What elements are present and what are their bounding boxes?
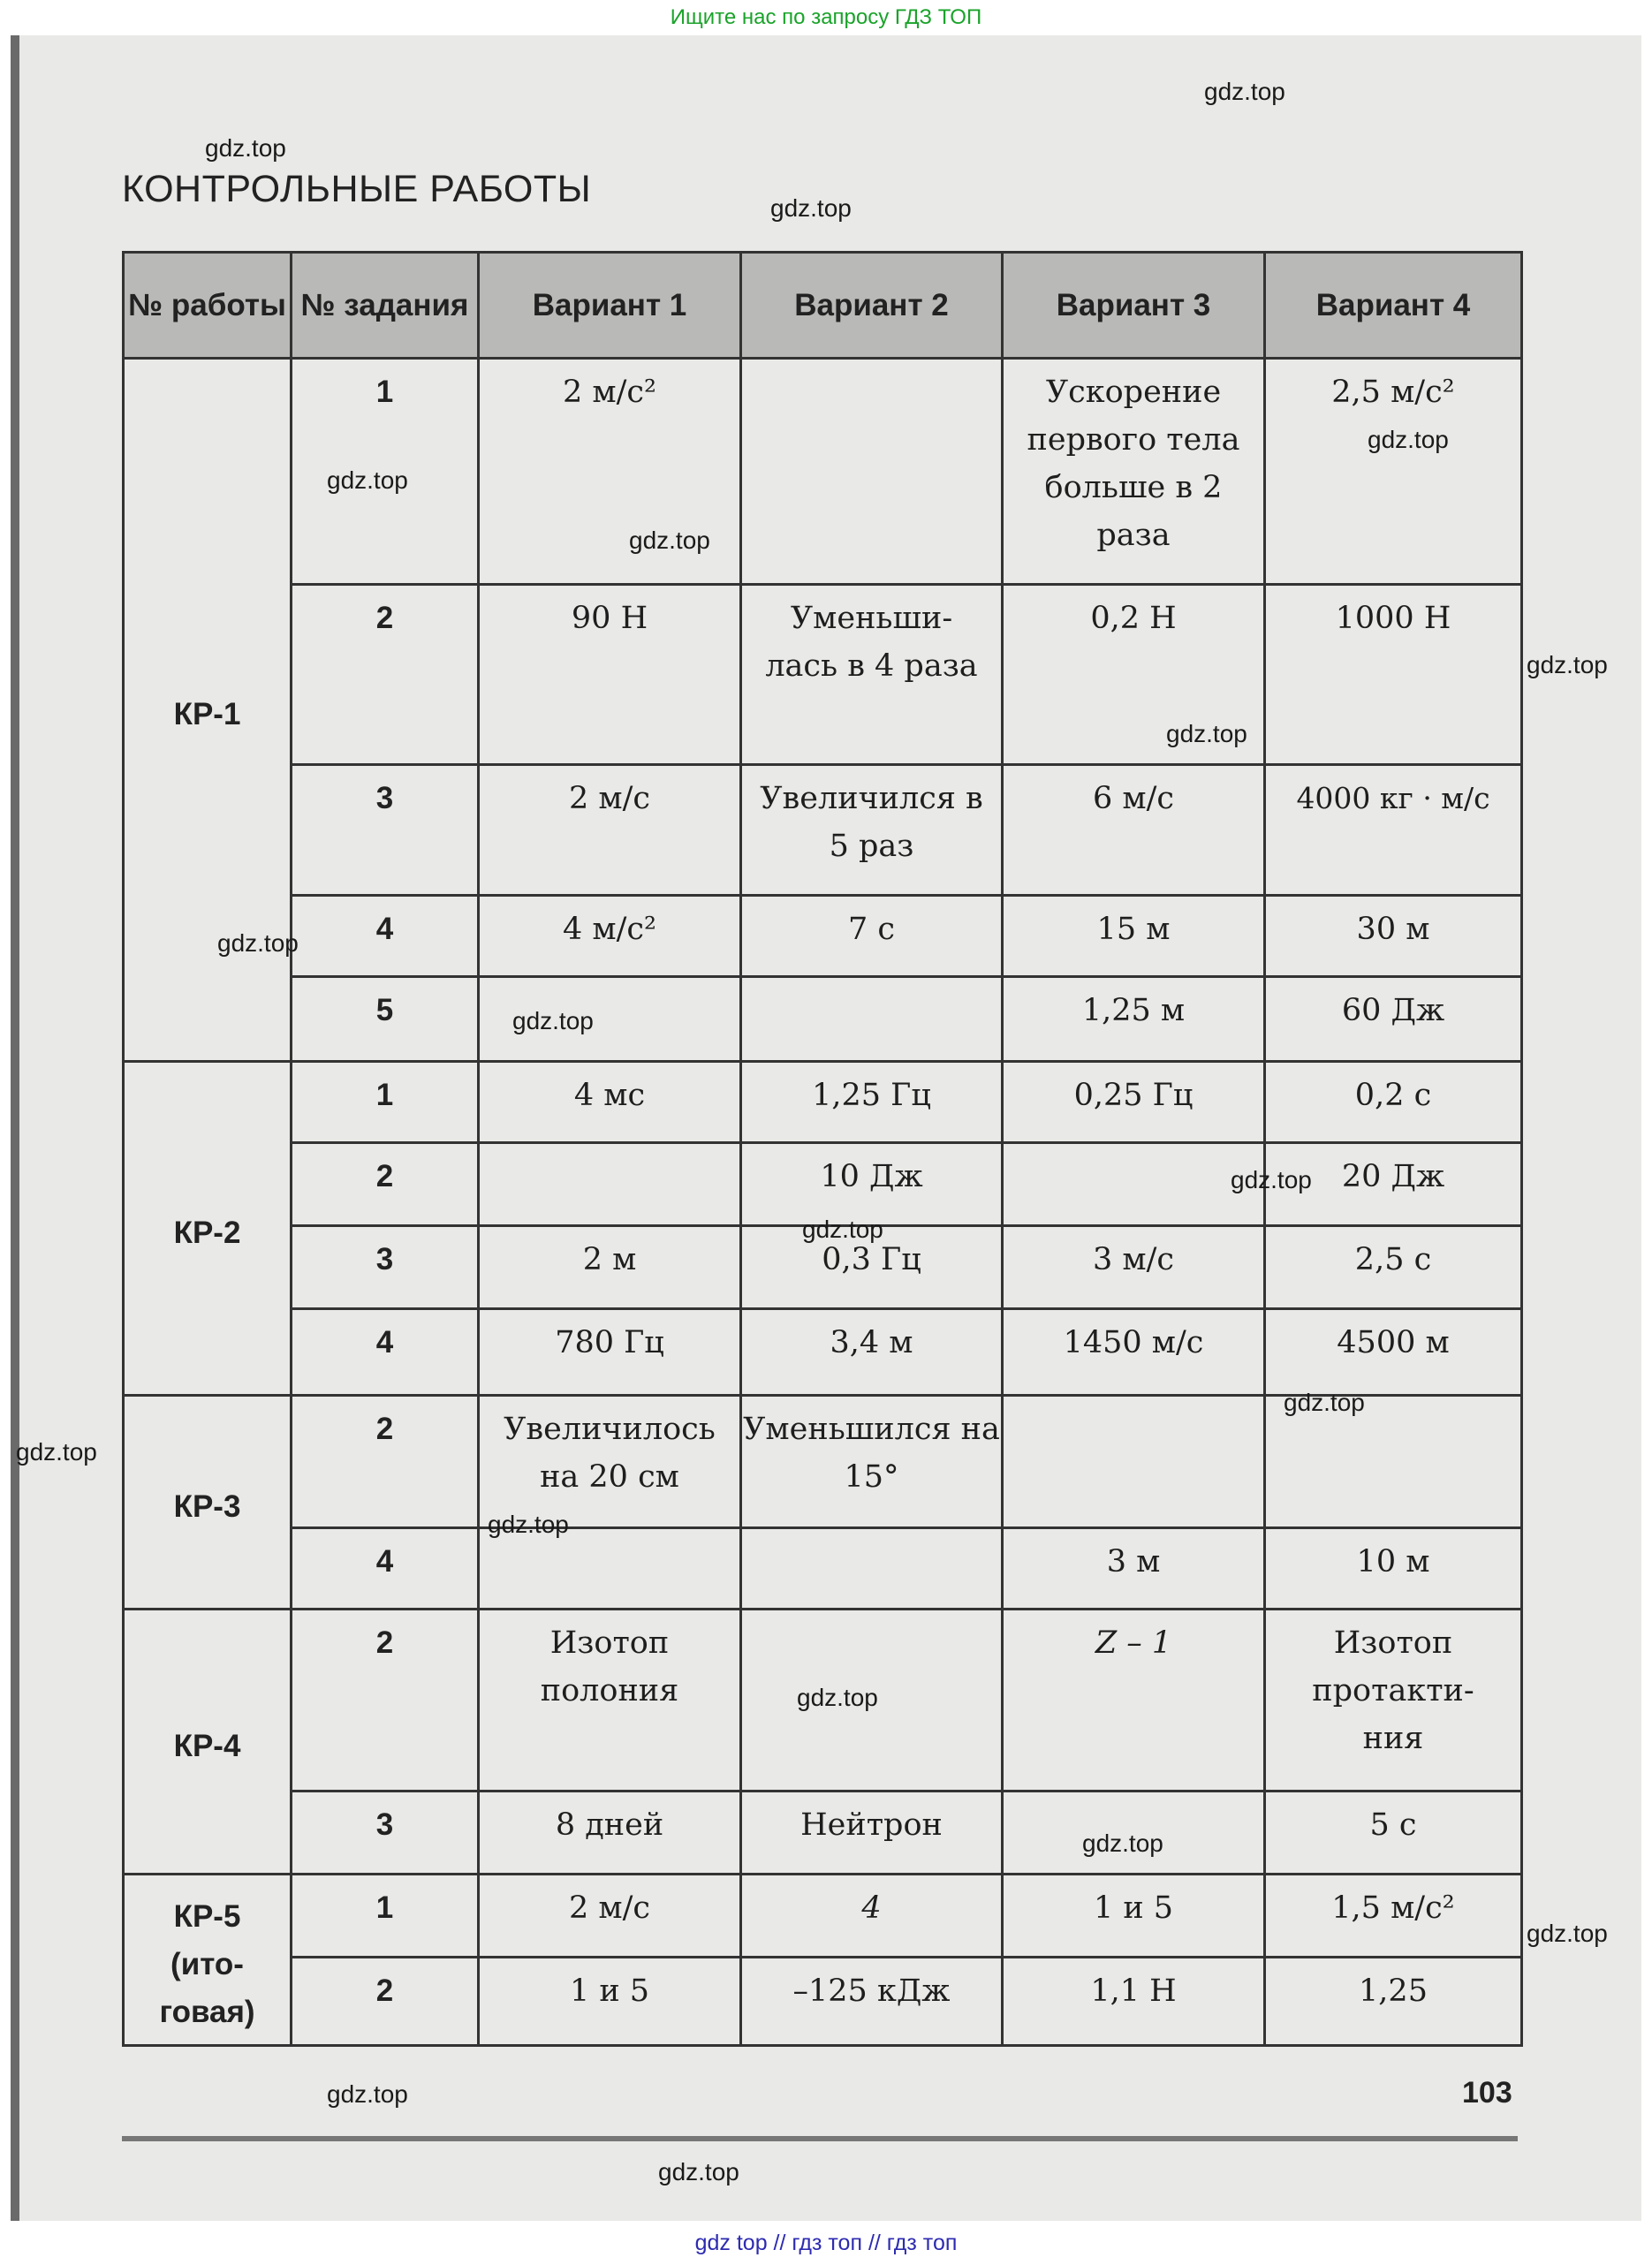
answer-cell: 3,4 м — [741, 1309, 1003, 1396]
answer-cell: Уменьшился на 15° — [741, 1396, 1003, 1528]
answer-cell: 20 Дж — [1265, 1143, 1522, 1226]
watermark: gdz.top — [1082, 1829, 1163, 1857]
watermark: gdz.top — [1231, 1166, 1312, 1193]
answer-cell: 0,25 Гц — [1003, 1062, 1265, 1143]
task-number: 2 — [292, 1143, 479, 1226]
header-work-number: № работы — [124, 253, 292, 359]
watermark: gdz.top — [1284, 1389, 1365, 1416]
table-header-row — [124, 253, 1522, 359]
answer-cell: 2 м/с — [479, 765, 741, 896]
answer-cell: 30 м — [1265, 896, 1522, 977]
answers-table — [122, 251, 1523, 2047]
answer-cell: Нейтрон — [741, 1792, 1003, 1875]
watermark: gdz.top — [488, 1511, 569, 1538]
answer-cell: 4500 м — [1265, 1309, 1522, 1396]
table-row — [124, 977, 1522, 1062]
table-row — [124, 1309, 1522, 1396]
answer-cell: 1450 м/с — [1003, 1309, 1265, 1396]
watermark: gdz.top — [629, 526, 710, 554]
watermark: gdz.top — [512, 1007, 594, 1034]
watermark: gdz.top — [1368, 426, 1449, 453]
answer-cell: 7 с — [741, 896, 1003, 977]
answer-cell: 10 м — [1265, 1528, 1522, 1610]
answer-cell: 1,25 — [1265, 1958, 1522, 2046]
answer-cell: 0,3 Гц — [741, 1226, 1003, 1309]
answer-cell: 780 Гц — [479, 1309, 741, 1396]
answer-cell: 10 Дж — [741, 1143, 1003, 1226]
answer-cell — [741, 977, 1003, 1062]
answer-cell: 2 м/с — [479, 1875, 741, 1958]
watermark: gdz.top — [1527, 1920, 1608, 1947]
watermark: gdz.top — [802, 1216, 883, 1243]
task-number: 4 — [292, 1309, 479, 1396]
answer-cell: Z – 1 — [1003, 1610, 1265, 1792]
header-task-number: № задания — [292, 253, 479, 359]
answer-cell: Ускорение первого тела больше в 2 раза — [1003, 359, 1265, 585]
answer-cell — [1003, 1396, 1265, 1528]
table-row — [124, 1143, 1522, 1226]
answer-cell: 60 Дж — [1265, 977, 1522, 1062]
work-name-kr2: КР-2 — [124, 1062, 292, 1396]
watermark: gdz.top — [16, 1438, 97, 1466]
answer-cell: 2,5 м/с² — [1265, 359, 1522, 585]
table-row — [124, 1875, 1522, 1958]
watermark: gdz.top — [658, 2158, 739, 2185]
answer-cell: 1,25 Гц — [741, 1062, 1003, 1143]
task-number: 4 — [292, 896, 479, 977]
header-variant-2: Вариант 2 — [741, 253, 1003, 359]
task-number: 3 — [292, 1792, 479, 1875]
work-name-kr1: КР-1 — [124, 359, 292, 1062]
answer-cell: 90 Н — [479, 585, 741, 765]
task-number: 3 — [292, 1226, 479, 1309]
watermark: gdz.top — [1527, 651, 1608, 678]
answer-cell — [479, 1143, 741, 1226]
watermark: gdz.top — [1166, 720, 1247, 747]
answer-cell: 2 м — [479, 1226, 741, 1309]
answer-cell — [741, 359, 1003, 585]
answer-cell: 1 и 5 — [479, 1958, 741, 2046]
table-row — [124, 765, 1522, 896]
watermark: gdz.top — [1204, 78, 1285, 105]
watermark: gdz.top — [205, 134, 286, 162]
page-title: КОНТРОЛЬНЫЕ РАБОТЫ — [122, 168, 592, 210]
answer-cell: 15 м — [1003, 896, 1265, 977]
answer-cell: 0,2 с — [1265, 1062, 1522, 1143]
work-name-kr3: КР-3 — [124, 1396, 292, 1610]
answer-cell — [479, 1528, 741, 1610]
table-row — [124, 1062, 1522, 1143]
answer-cell: Изотоп протакти-ния — [1265, 1610, 1522, 1792]
watermark: gdz.top — [327, 466, 408, 494]
answer-cell — [741, 1528, 1003, 1610]
task-number: 2 — [292, 1396, 479, 1528]
answer-cell: 4 м/с² — [479, 896, 741, 977]
top-banner[interactable]: Ищите нас по запросу ГДЗ ТОП — [670, 5, 982, 29]
answer-cell: Увеличился в 5 раз — [741, 765, 1003, 896]
answer-cell: 4 мс — [479, 1062, 741, 1143]
table-row — [124, 585, 1522, 765]
answer-cell: Увеличилось на 20 см — [479, 1396, 741, 1528]
answer-cell: 1000 Н — [1265, 585, 1522, 765]
task-number: 4 — [292, 1528, 479, 1610]
task-number: 3 — [292, 765, 479, 896]
answer-cell — [1003, 1143, 1265, 1226]
task-number: 2 — [292, 1958, 479, 2046]
task-number: 1 — [292, 1875, 479, 1958]
answer-cell: Уменьши-лась в 4 раза — [741, 585, 1003, 765]
task-number: 1 — [292, 1062, 479, 1143]
footer-rule — [122, 2136, 1518, 2141]
watermark: gdz.top — [327, 2080, 408, 2108]
table-row — [124, 1792, 1522, 1875]
watermark: gdz.top — [217, 929, 299, 957]
header-variant-3: Вариант 3 — [1003, 253, 1265, 359]
answer-cell: 1,5 м/с² — [1265, 1875, 1522, 1958]
task-number: 2 — [292, 1610, 479, 1792]
answer-cell: 8 дней — [479, 1792, 741, 1875]
answer-cell: 2,5 с — [1265, 1226, 1522, 1309]
table-row — [124, 1958, 1522, 2046]
watermark: gdz.top — [770, 194, 852, 222]
answer-cell: 3 м/с — [1003, 1226, 1265, 1309]
header-variant-1: Вариант 1 — [479, 253, 741, 359]
answer-cell: 4 — [741, 1875, 1003, 1958]
task-number: 2 — [292, 585, 479, 765]
work-name-kr4: КР-4 — [124, 1610, 292, 1875]
table-row — [124, 1528, 1522, 1610]
table-row — [124, 896, 1522, 977]
answer-cell: Изотоп полония — [479, 1610, 741, 1792]
watermark: gdz.top — [797, 1684, 878, 1711]
answer-cell: 4000 кг · м/с — [1265, 765, 1522, 896]
work-name-kr5: КР-5 (ито-говая) — [124, 1875, 292, 2046]
page-edge-shadow — [11, 35, 19, 2221]
answer-cell: 0,2 Н — [1003, 585, 1265, 765]
bottom-banner[interactable]: gdz top // гдз топ // гдз топ — [694, 2231, 958, 2255]
task-number: 5 — [292, 977, 479, 1062]
task-number: 1 — [292, 359, 479, 585]
header-variant-4: Вариант 4 — [1265, 253, 1522, 359]
answer-cell: 1 и 5 — [1003, 1875, 1265, 1958]
answer-cell: –125 кДж — [741, 1958, 1003, 2046]
answer-cell: 5 с — [1265, 1792, 1522, 1875]
answer-cell: 3 м — [1003, 1528, 1265, 1610]
answer-cell: 2 м/с² — [479, 359, 741, 585]
answer-cell: 1,25 м — [1003, 977, 1265, 1062]
answer-cell: 6 м/с — [1003, 765, 1265, 896]
answer-cell: 1,1 Н — [1003, 1958, 1265, 2046]
page-number: 103 — [1462, 2076, 1512, 2110]
